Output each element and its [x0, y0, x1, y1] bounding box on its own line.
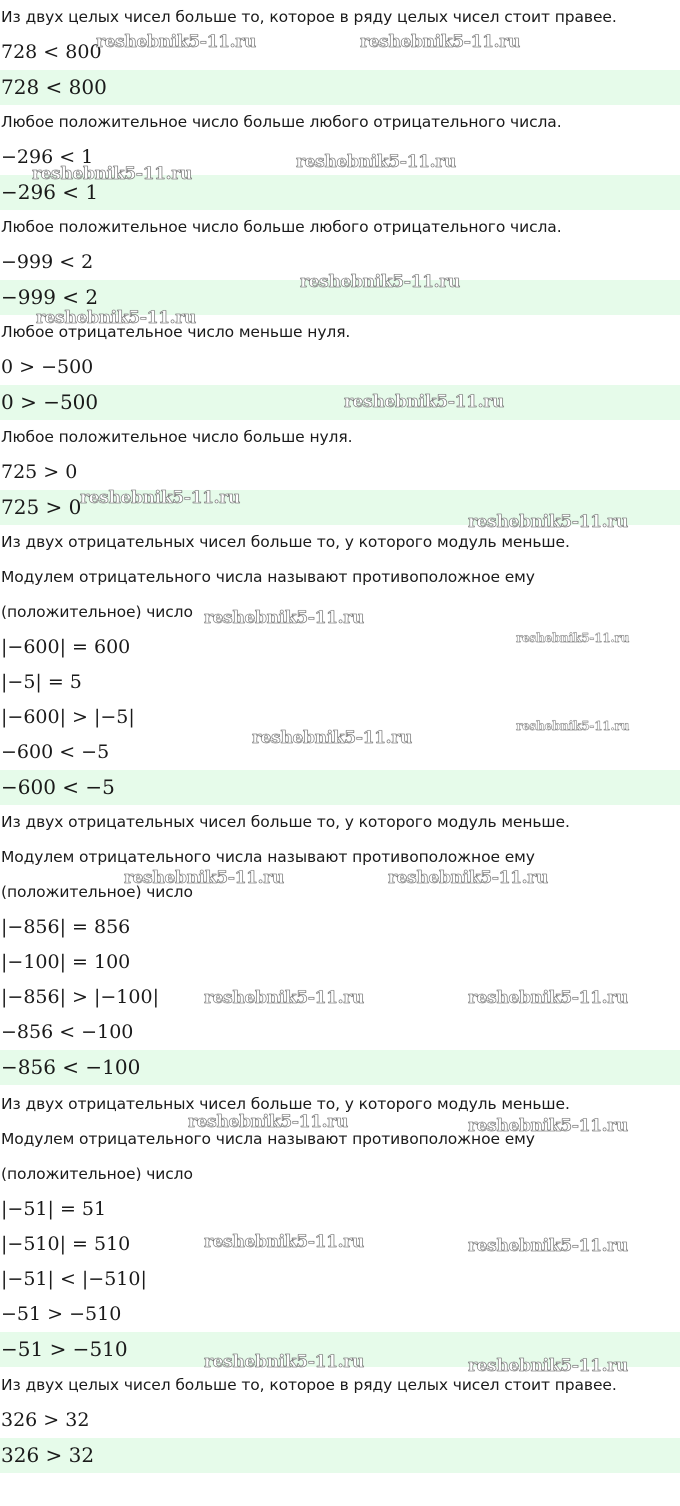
rule-text: Модулем отрицательного числа называют противоположное ему — [1, 1130, 535, 1148]
math-step: |−600| = 600 — [1, 636, 131, 658]
math-step: 728 < 800 — [1, 41, 102, 63]
rule-text: Из двух целых чисел больше то, которое в ряду целых чисел стоит правее. — [1, 1376, 617, 1394]
rule-text: Любое положительное число больше любого отрицательного числа. — [1, 218, 562, 236]
watermark: reshebnik5-11.ru — [468, 988, 628, 1008]
answer-highlight: 728 < 800 — [0, 70, 680, 105]
watermark: reshebnik5-11.ru — [204, 988, 364, 1008]
math-step: |−100| = 100 — [1, 951, 131, 973]
rule-text: (положительное) число — [1, 603, 193, 621]
rule-text: Из двух целых чисел больше то, которое в ряду целых чисел стоит правее. — [1, 8, 617, 26]
watermark: reshebnik5-11.ru — [468, 1116, 628, 1136]
math-step: |−51| < |−510| — [1, 1268, 147, 1290]
math-step: −856 < −100 — [1, 1021, 134, 1043]
math-step: 326 > 32 — [1, 1409, 90, 1431]
math-step: −600 < −5 — [1, 741, 110, 763]
watermark: reshebnik5-11.ru — [388, 868, 548, 888]
watermark: reshebnik5-11.ru — [296, 152, 456, 172]
watermark: reshebnik5-11.ru — [468, 512, 628, 532]
watermark: reshebnik5-11.ru — [468, 1356, 628, 1376]
answer-highlight: 725 > 0 — [0, 490, 680, 525]
watermark: reshebnik5-11.ru — [300, 272, 460, 292]
rule-text: Из двух отрицательных чисел больше то, у которого модуль меньше. — [1, 813, 570, 831]
answer-highlight: −296 < 1 — [0, 175, 680, 210]
answer-highlight: −51 > −510 — [0, 1332, 680, 1367]
watermark: reshebnik5-11.ru — [204, 1352, 364, 1372]
rule-text: Любое положительное число больше нуля. — [1, 428, 353, 446]
rule-text: Модулем отрицательного числа называют противоположное ему — [1, 848, 535, 866]
rule-text: Любое отрицательное число меньше нуля. — [1, 323, 351, 341]
math-step: 725 > 0 — [1, 461, 78, 483]
answer-highlight: −600 < −5 — [0, 770, 680, 805]
rule-text: Модулем отрицательного числа называют противоположное ему — [1, 568, 535, 586]
watermark: reshebnik5-11.ru — [188, 1112, 348, 1132]
math-step: −51 > −510 — [1, 1303, 122, 1325]
math-step: |−5| = 5 — [1, 671, 82, 693]
answer-highlight: −856 < −100 — [0, 1050, 680, 1085]
watermark: reshebnik5-11.ru — [252, 728, 412, 748]
watermark: reshebnik5-11.ru — [124, 868, 284, 888]
answer-highlight: 0 > −500 — [0, 385, 680, 420]
rule-text: (положительное) число — [1, 883, 193, 901]
rule-text: Любое положительное число больше любого отрицательного числа. — [1, 113, 562, 131]
watermark: reshebnik5-11.ru — [204, 1232, 364, 1252]
watermark: reshebnik5-11.ru — [204, 608, 364, 628]
watermark: reshebnik5-11.ru — [344, 392, 504, 412]
answer-highlight: 326 > 32 — [0, 1438, 680, 1473]
math-step: |−51| = 51 — [1, 1198, 107, 1220]
rule-text: Из двух отрицательных чисел больше то, у которого модуль меньше. — [1, 1095, 570, 1113]
watermark: reshebnik5-11.ru — [360, 32, 520, 52]
math-step: 0 > −500 — [1, 356, 94, 378]
math-step: |−600| > |−5| — [1, 706, 135, 728]
math-step: −296 < 1 — [1, 146, 94, 168]
math-step: |−856| = 856 — [1, 916, 131, 938]
watermark: reshebnik5-11.ru — [96, 32, 256, 52]
math-step: −999 < 2 — [1, 251, 94, 273]
rule-text: (положительное) число — [1, 1165, 193, 1183]
answer-highlight: −999 < 2 — [0, 280, 680, 315]
watermark: reshebnik5-11.ru — [516, 719, 630, 733]
rule-text: Из двух отрицательных чисел больше то, у которого модуль меньше. — [1, 533, 570, 551]
watermark: reshebnik5-11.ru — [32, 164, 192, 184]
watermark: reshebnik5-11.ru — [80, 488, 240, 508]
watermark: reshebnik5-11.ru — [36, 308, 196, 328]
watermark: reshebnik5-11.ru — [516, 631, 630, 645]
watermark: reshebnik5-11.ru — [468, 1236, 628, 1256]
math-step: |−856| > |−100| — [1, 986, 159, 1008]
math-step: |−510| = 510 — [1, 1233, 131, 1255]
